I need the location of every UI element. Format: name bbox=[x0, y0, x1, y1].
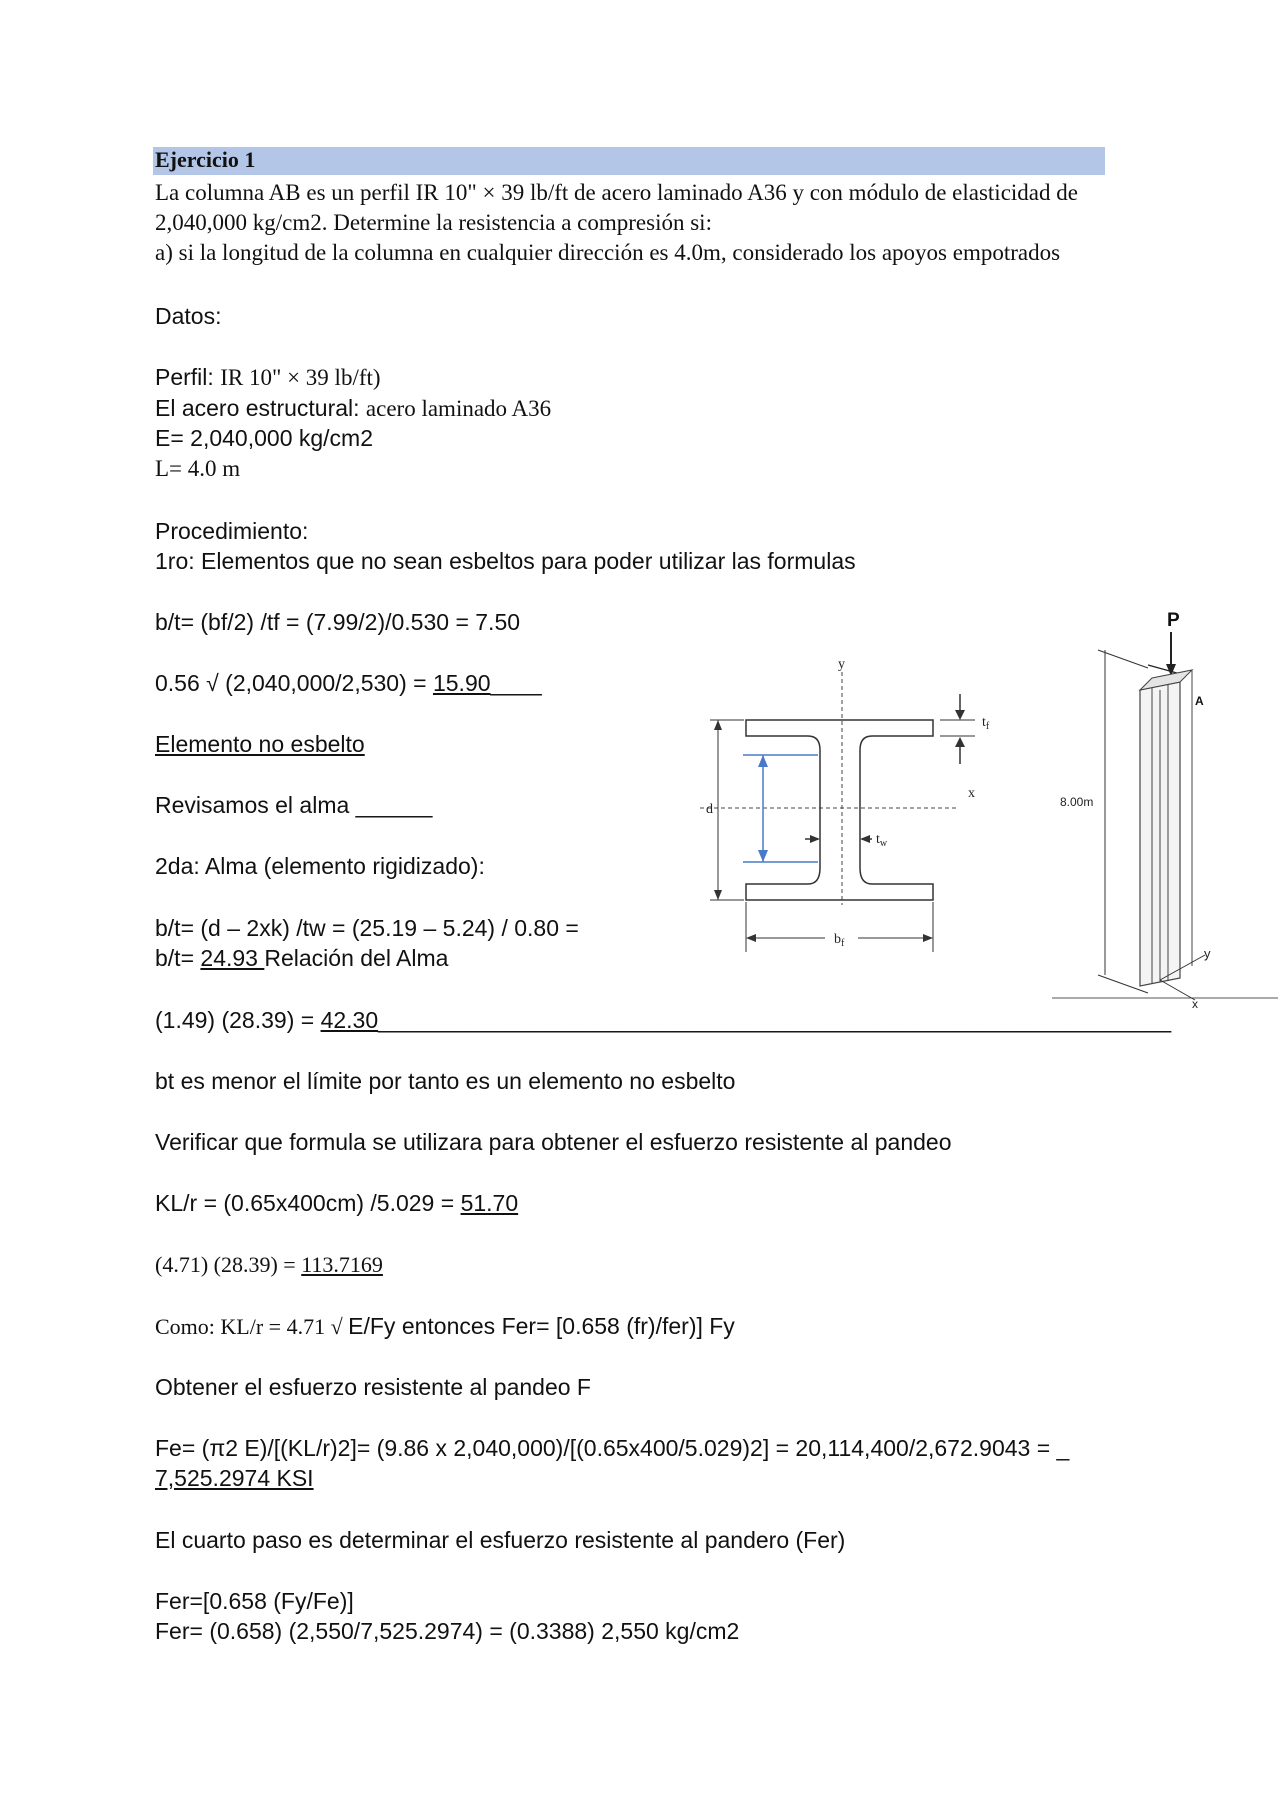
base-x-label: x bbox=[1192, 997, 1198, 1011]
slenderness-limit-prefix: (4.71) (28.39) = bbox=[155, 1252, 302, 1277]
base-y-label: y bbox=[1204, 946, 1211, 961]
tw-arrow-left bbox=[810, 835, 820, 843]
fer-result-line: Fer= (0.658) (2,550/7,525.2974) = (0.3388) 2,550 kg/cm2 bbox=[155, 1618, 740, 1644]
statement-line-2: 2,040,000 kg/cm2. Determine la resistencia a compresión si: bbox=[155, 210, 712, 235]
web-limit-prefix: (1.49) (28.39) = bbox=[155, 1007, 321, 1033]
e-value-line: E= 2,040,000 kg/cm2 bbox=[155, 425, 374, 451]
base-x-axis bbox=[1160, 980, 1195, 1000]
conclusion-line: bt es menor el límite por tanto es un elemento no esbelto bbox=[155, 1068, 736, 1094]
klr-line bbox=[155, 1188, 518, 1218]
bt-flange-line: b/t= (bf/2) /tf = (7.99/2)/0.530 = 7.50 bbox=[155, 609, 521, 635]
point-a-label: A bbox=[1195, 694, 1204, 708]
bt-web-suffix: Relación del Alma bbox=[264, 945, 449, 971]
flange-limit-pad: ____ bbox=[490, 670, 542, 696]
fe-line-1: Fe= (π2 E)/[(KL/r)2]= (9.86 x 2,040,000)/[(0.65x400/5.029)2] = 20,114,400/2,672.9043 = _ bbox=[155, 1435, 1070, 1461]
load-label: P bbox=[1167, 610, 1180, 631]
cuarto-paso-line: El cuarto paso es determinar el esfuerzo resistente al pandero (Fer) bbox=[155, 1527, 846, 1553]
bt-web-result-line bbox=[155, 943, 448, 973]
web-height-arrow-top bbox=[758, 755, 768, 767]
tf-arrow-up bbox=[955, 737, 965, 747]
web-limit-value: 42.30 bbox=[320, 1007, 379, 1033]
x-axis-label: x bbox=[968, 786, 975, 801]
fer-formula-line: Fer=[0.658 (Fy/Fe)] bbox=[155, 1588, 354, 1614]
no-esbelto-line: Elemento no esbelto bbox=[155, 731, 365, 757]
slenderness-limit-value: 113.7169 bbox=[301, 1252, 383, 1277]
acero-line bbox=[155, 393, 551, 424]
perfil-value: IR 10" × 39 lb/ft) bbox=[220, 365, 381, 390]
web-height-arrow-bottom bbox=[758, 850, 768, 862]
tf-arrow-down bbox=[955, 710, 965, 720]
como-line bbox=[155, 1311, 735, 1342]
flange-limit-prefix: 0.56 √ (2,040,000/2,530) = bbox=[155, 670, 433, 696]
step-2-line: 2da: Alma (elemento rigidizado): bbox=[155, 853, 485, 879]
depth-arrow-bottom bbox=[714, 890, 722, 900]
obtener-line: Obtener el esfuerzo resistente al pandeo F bbox=[155, 1374, 591, 1400]
bf-arrow-left bbox=[746, 934, 756, 942]
klr-value: 51.70 bbox=[460, 1190, 519, 1216]
bt-web-value: 24.93 bbox=[200, 945, 265, 971]
exercise-title: Ejercicio 1 bbox=[155, 147, 256, 172]
l-value-line: L= 4.0 m bbox=[155, 456, 241, 481]
acero-label: El acero estructural: bbox=[155, 395, 366, 421]
slenderness-limit-line bbox=[155, 1250, 383, 1280]
depth-arrow-top bbox=[714, 720, 722, 730]
bf-arrow-right bbox=[923, 934, 933, 942]
acero-value: acero laminado A36 bbox=[365, 396, 552, 421]
como-sans-part: E/Fy entonces Fer= [0.658 (fr)/fer)] Fy bbox=[348, 1313, 735, 1339]
flange-limit-line bbox=[155, 668, 542, 698]
y-axis-label: y bbox=[838, 657, 845, 672]
bt-web-prefix: b/t= bbox=[155, 945, 201, 971]
revisamos-line: Revisamos el alma ______ bbox=[155, 792, 433, 818]
datos-heading: Datos: bbox=[155, 303, 222, 329]
title-highlight bbox=[153, 147, 1105, 175]
statement-line-3: a) si la longitud de la columna en cualquier dirección es 4.0m, considerado los apoyos empotrados bbox=[155, 240, 1061, 265]
web-limit-line bbox=[155, 1005, 1171, 1035]
length-label: 8.00m bbox=[1060, 795, 1094, 809]
fe-line-2: 7,525.2974 KSI bbox=[155, 1465, 314, 1491]
step-1-line: 1ro: Elementos que no sean esbeltos para poder utilizar las formulas bbox=[155, 548, 856, 574]
bf-label: $b_f$ bbox=[834, 932, 845, 949]
i-beam-outline bbox=[746, 720, 933, 900]
verificar-line: Verificar que formula se utilizara para obtener el esfuerzo resistente al pandeo bbox=[155, 1129, 952, 1155]
tf-label: $t_f$ bbox=[982, 715, 990, 732]
perfil-label: Perfil: bbox=[155, 364, 221, 390]
tw-label: $t_w$ bbox=[876, 832, 888, 849]
klr-prefix: KL/r = (0.65x400cm) /5.029 = bbox=[155, 1190, 461, 1216]
i-section-diagram bbox=[690, 650, 990, 949]
depth-label: d bbox=[706, 802, 713, 817]
perfil-line bbox=[155, 362, 381, 393]
statement-line-1: La columna AB es un perfil IR 10" × 39 lb/ft de acero laminado A36 y con módulo de elasticidad de bbox=[155, 180, 1078, 205]
bt-web-line: b/t= (d – 2xk) /tw = (25.19 – 5.24) / 0.80 = bbox=[155, 915, 579, 941]
procedimiento-heading: Procedimiento: bbox=[155, 518, 309, 544]
flange-limit-value: 15.90 bbox=[432, 670, 491, 696]
como-serif-part: Como: KL/r = 4.71 √ bbox=[155, 1314, 349, 1339]
web-limit-rule: ______________________________________________________________ bbox=[378, 1007, 1172, 1033]
tw-arrow-right bbox=[860, 835, 870, 843]
column-diagram bbox=[1050, 600, 1280, 1020]
